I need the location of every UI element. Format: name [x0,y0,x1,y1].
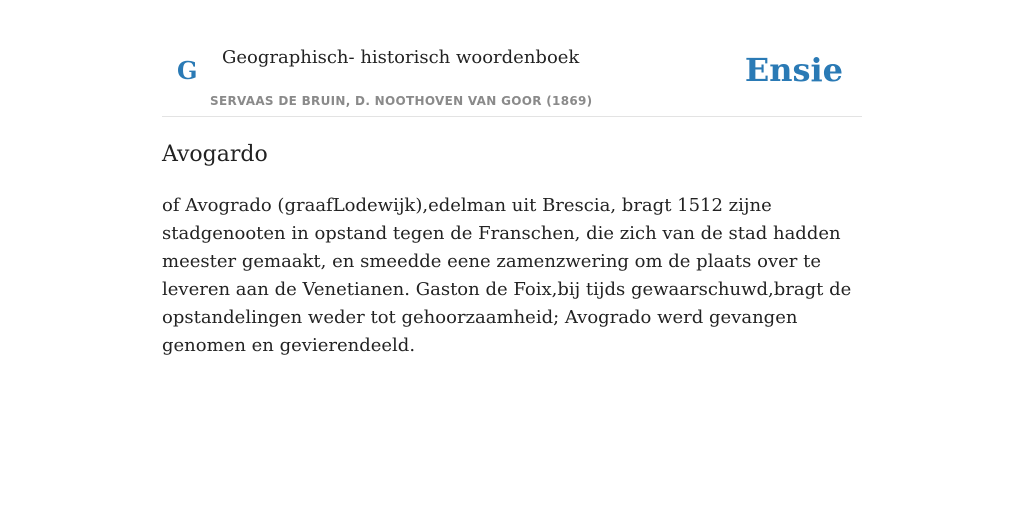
entry-body: of Avogrado (graafLodewijk),edelman uit Brescia, bragt 1512 zijne stadgenooten in opstand tegen de Franschen, die zich van de stad hadden meester gemaakt, en smeedde eene zamenzwering om de plaats over te leveren aan de Venetianen. Gaston de Foix,bij tijds gewaarschuwd,bragt de opstandelingen weder tot gehoorzaamheid; Avogrado werd gevangen genomen en gevierendeeld. [162,195,852,356]
entry-title: Avogardo [162,142,268,167]
book-logo-link[interactable]: G [177,56,198,85]
book-header [162,0,862,117]
brand-logo-link[interactable]: Ensie [744,51,843,89]
entry-article [162,138,862,360]
book-title-link[interactable]: Geographisch- historisch woordenboek [222,47,580,68]
book-authors-year: SERVAAS DE BRUIN, D. NOOTHOVEN VAN GOOR (1869) [210,94,593,108]
